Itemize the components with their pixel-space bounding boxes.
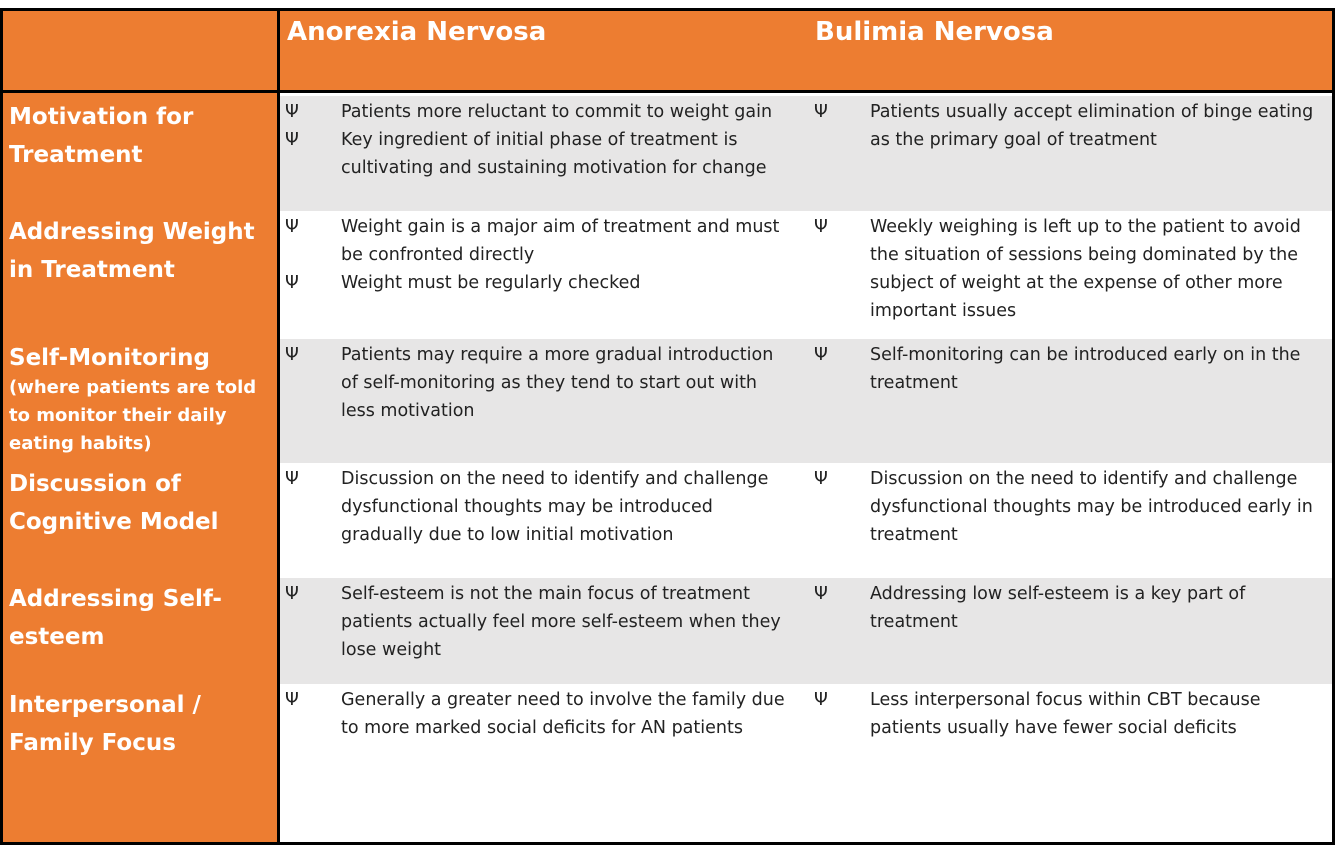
list-item: Ψ Patients may require a more gradual introduction of self-monitoring as they tend to start out with less motivation <box>285 341 795 425</box>
list-item: Ψ Generally a greater need to involve the family due to more marked social deficits for AN patients <box>285 686 795 742</box>
psi-bullet-icon: Ψ <box>814 345 828 365</box>
row-label: Addressing Weight in Treatment <box>9 219 255 283</box>
psi-bullet-icon: Ψ <box>814 690 828 710</box>
list-item: Ψ Addressing low self-esteem is a key part of treatment <box>814 580 1329 636</box>
table-header <box>3 11 1332 93</box>
column-header-bulimia: Bulimia Nervosa <box>815 17 1054 47</box>
table-row <box>3 96 1332 211</box>
bulimia-cell <box>814 465 1329 549</box>
list-item: Ψ Self-esteem is not the main focus of treatment patients actually feel more self-esteem when they lose weight <box>285 580 795 664</box>
list-item: Ψ Self-monitoring can be introduced early on in the treatment <box>814 341 1329 397</box>
column-header-anorexia: Anorexia Nervosa <box>287 17 547 47</box>
row-label: Discussion of Cognitive Model <box>9 471 219 535</box>
anorexia-cell <box>285 213 795 297</box>
row-label-subtitle: (where patients are told to monitor their daily eating habits) <box>9 377 257 454</box>
row-label-title: Self-Monitoring <box>9 345 211 371</box>
bulimia-cell <box>814 98 1329 154</box>
psi-bullet-icon: Ψ <box>285 130 299 150</box>
bulimia-cell <box>814 580 1329 636</box>
list-item: Ψ Key ingredient of initial phase of treatment is cultivating and sustaining motivation for change <box>285 126 795 182</box>
list-item: Ψ Discussion on the need to identify and challenge dysfunctional thoughts may be introduced early in treatment <box>814 465 1329 549</box>
row-label: Interpersonal / Family Focus <box>9 692 201 756</box>
table-row <box>3 211 1332 339</box>
anorexia-cell <box>285 465 795 549</box>
row-label: Motivation for Treatment <box>9 104 194 168</box>
list-item: Ψ Patients more reluctant to commit to weight gain <box>285 98 795 126</box>
psi-bullet-icon: Ψ <box>285 217 299 237</box>
bulimia-cell <box>814 686 1329 742</box>
row-label: Addressing Self-esteem <box>9 586 222 650</box>
psi-bullet-icon: Ψ <box>814 217 828 237</box>
list-item: Ψ Less interpersonal focus within CBT because patients usually have fewer social deficits <box>814 686 1329 742</box>
list-item: Ψ Weight must be regularly checked <box>285 269 795 297</box>
table-row <box>3 463 1332 578</box>
psi-bullet-icon: Ψ <box>814 469 828 489</box>
table-row <box>3 339 1332 463</box>
psi-bullet-icon: Ψ <box>285 273 299 293</box>
psi-bullet-icon: Ψ <box>285 102 299 122</box>
list-item: Ψ Patients usually accept elimination of binge eating as the primary goal of treatment <box>814 98 1329 154</box>
header-divider <box>277 11 280 90</box>
psi-bullet-icon: Ψ <box>285 469 299 489</box>
table-row <box>3 578 1332 684</box>
bulimia-cell <box>814 213 1329 325</box>
table-row <box>3 684 1332 842</box>
psi-bullet-icon: Ψ <box>285 584 299 604</box>
row-label <box>9 339 274 458</box>
comparison-table <box>0 8 1335 845</box>
anorexia-cell <box>285 580 795 664</box>
list-item: Ψ Weekly weighing is left up to the patient to avoid the situation of sessions being dominated by the subject of weight at the expense of other more important issues <box>814 213 1329 325</box>
anorexia-cell <box>285 98 795 182</box>
psi-bullet-icon: Ψ <box>285 345 299 365</box>
psi-bullet-icon: Ψ <box>814 102 828 122</box>
psi-bullet-icon: Ψ <box>285 690 299 710</box>
bulimia-cell <box>814 341 1329 397</box>
list-item: Ψ Weight gain is a major aim of treatment and must be confronted directly <box>285 213 795 269</box>
psi-bullet-icon: Ψ <box>814 584 828 604</box>
anorexia-cell <box>285 341 795 425</box>
anorexia-cell <box>285 686 795 742</box>
list-item: Ψ Discussion on the need to identify and challenge dysfunctional thoughts may be introduced gradually due to low initial motivation <box>285 465 795 549</box>
